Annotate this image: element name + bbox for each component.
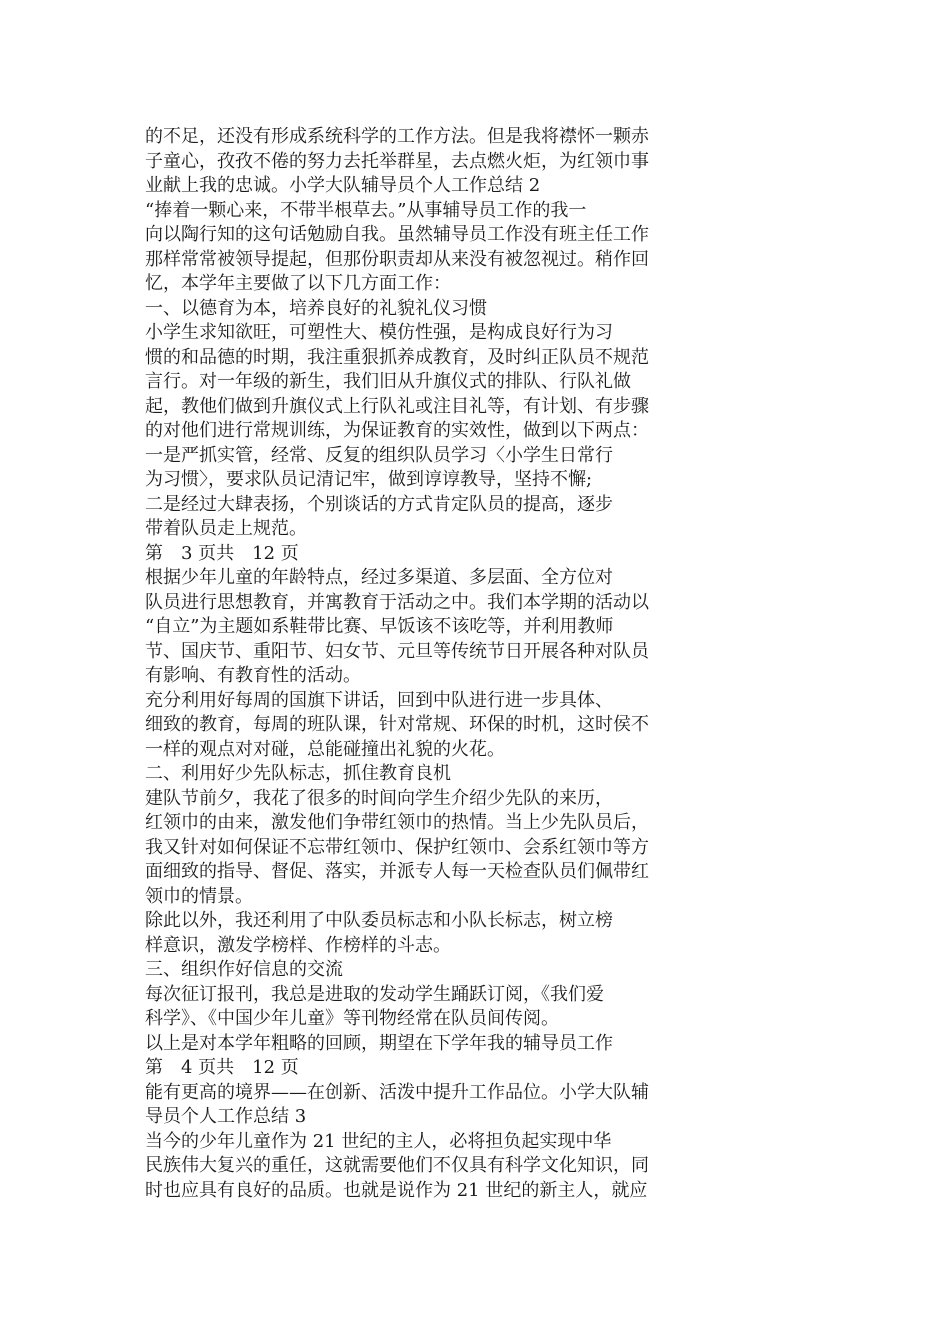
text-line: 那样常常被领导提起，但那份职责却从来没有被忽视过。稍作回 — [145, 248, 649, 270]
text-line: 当今的少年儿童作为 21 世纪的主人，必将担负起实现中华 — [145, 1130, 612, 1152]
text-line: 一是严抓实管，经常、反复的组织队员学习〈小学生日常行 — [145, 444, 613, 466]
text-line: 小学生求知欲旺，可塑性大、模仿性强，是构成良好行为习 — [145, 322, 613, 343]
text-line: 节、国庆节、重阳节、妇女节、元旦等传统节日开展各种对队员 — [145, 640, 649, 662]
text-line: 充分利用好每周的国旗下讲话，回到中队进行进一步具体、 — [145, 689, 613, 711]
text-line: 队员进行思想教育，并寓教育于活动之中。我们本学期的活动以 — [145, 591, 649, 613]
text-line: 一样的观点对对碰，总能碰撞出礼貌的火花。 — [145, 738, 505, 760]
text-line: 言行。对一年级的新生，我们旧从升旗仪式的排队、行队礼做 — [145, 371, 631, 392]
text-line: 第 3 页共 12 页 — [145, 542, 299, 564]
text-line: 忆，本学年主要做了以下几方面工作： — [145, 273, 451, 294]
text-line: 带着队员走上规范。 — [145, 518, 307, 539]
text-line: 面细致的指导、督促、落实，并派专人每一天检查队员们佩带红 — [145, 861, 649, 882]
text-line: 的不足，还没有形成系统科学的工作方法。但是我将襟怀一颗赤 — [145, 126, 649, 147]
text-line: 业献上我的忠诚。小学大队辅导员个人工作总结 2 — [145, 175, 541, 196]
text-line: 我又针对如何保证不忘带红领巾、保护红领巾、会系红领巾等方 — [145, 836, 649, 858]
text-line: 惯的和品德的时期，我注重狠抓养成教育，及时纠正队员不规范 — [145, 346, 649, 368]
text-line: 红领巾的由来，激发他们争带红领巾的热情。当上少先队员后， — [145, 812, 649, 833]
text-line: 二、利用好少先队标志，抓住教育良机 — [145, 763, 451, 784]
text-line: 子童心，孜孜不倦的努力去托举群星，去点燃火炬，为红领巾事 — [145, 150, 649, 172]
text-line: 领巾的情景。 — [145, 885, 253, 907]
text-line: 根据少年儿童的年龄特点，经过多渠道、多层面、全方位对 — [145, 567, 613, 588]
text-line: 科学》、《中国少年儿童》等刊物经常在队员间传阅。 — [145, 1008, 559, 1029]
document-body — [145, 125, 705, 1203]
text-line: 除此以外，我还利用了中队委员标志和小队长标志，树立榜 — [145, 910, 613, 931]
text-line: 民族伟大复兴的重任，这就需要他们不仅具有科学文化知识，同 — [145, 1155, 649, 1176]
text-line: 三、组织作好信息的交流 — [145, 959, 343, 980]
text-line: 能有更高的境界——在创新、活泼中提升工作品位。小学大队辅 — [145, 1081, 649, 1103]
text-line: 向以陶行知的这句话勉励自我。虽然辅导员工作没有班主任工作 — [145, 224, 649, 245]
text-line: 样意识，激发学榜样、作榜样的斗志。 — [145, 934, 451, 956]
text-line: 起，教他们做到升旗仪式上行队礼或注目礼等，有计划、有步骤 — [145, 395, 649, 417]
text-line: 导员个人工作总结 3 — [145, 1106, 307, 1127]
text-line: 为习惯〉，要求队员记清记牢，做到谆谆教导，坚持不懈; — [145, 469, 593, 490]
text-line: “捧着一颗心来，不带半根草去。”从事辅导员工作的我一 — [145, 199, 587, 221]
text-line: 细致的教育，每周的班队课，针对常规、环保的时机，这时侯不 — [145, 714, 649, 735]
text-line: 二是经过大肆表扬，个别谈话的方式肯定队员的提高，逐步 — [145, 493, 613, 515]
text-line: 有影响、有教育性的活动。 — [145, 665, 361, 686]
text-line: 一、以德育为本，培养良好的礼貌礼仪习惯 — [145, 297, 487, 319]
text-line: 建队节前夕，我花了很多的时间向学生介绍少先队的来历， — [145, 787, 613, 809]
text-line: 时也应具有良好的品质。也就是说作为 21 世纪的新主人，就应 — [145, 1179, 648, 1201]
text-line: “自立”为主题如系鞋带比赛、早饭该不该吃等，并利用教师 — [145, 616, 614, 637]
text-line: 以上是对本学年粗略的回顾，期望在下学年我的辅导员工作 — [145, 1032, 613, 1054]
text-line: 第 4 页共 12 页 — [145, 1057, 299, 1078]
text-line: 每次征订报刊，我总是进取的发动学生踊跃订阅，《我们爱 — [145, 983, 604, 1005]
text-line: 的对他们进行常规训练，为保证教育的实效性，做到以下两点： — [145, 420, 649, 441]
